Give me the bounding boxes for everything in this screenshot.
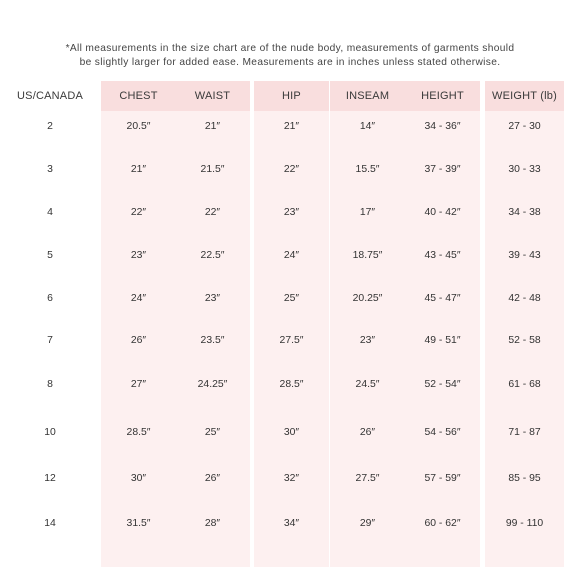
table-cell: 27.5″ — [279, 334, 304, 346]
table-cell: 21″ — [283, 120, 300, 132]
table-cell: 26″ — [130, 334, 147, 346]
table-cell: 24″ — [130, 292, 147, 304]
table-cell: 52 - 58 — [508, 334, 541, 346]
table-cell: 22″ — [283, 163, 300, 175]
table-cell: 30″ — [283, 426, 300, 438]
table-cell: 29″ — [359, 517, 376, 529]
table-cell: 18.75″ — [352, 249, 383, 261]
table-cell: 30″ — [130, 472, 147, 484]
table-cell: 23″ — [283, 206, 300, 218]
table-cell: 23″ — [359, 334, 376, 346]
column-header-hip: HIP — [254, 81, 329, 111]
table-cell: 28.5″ — [126, 426, 151, 438]
column-weight — [485, 81, 564, 567]
table-cell: 61 - 68 — [508, 378, 541, 390]
column-hip — [254, 81, 329, 567]
table-cell: 7 — [47, 334, 53, 346]
table-cell: 26″ — [204, 472, 221, 484]
note-line-2: be slightly larger for added ease. Measurements are in inches unless stated otherwise. — [79, 57, 501, 68]
table-cell: 17″ — [359, 206, 376, 218]
column-inseam — [330, 81, 405, 567]
table-cell: 14 — [44, 517, 56, 529]
table-cell: 27.5″ — [355, 472, 380, 484]
table-cell: 43 - 45″ — [424, 249, 461, 261]
table-cell: 30 - 33 — [508, 163, 541, 175]
column-height — [405, 81, 480, 567]
table-cell: 40 - 42″ — [424, 206, 461, 218]
table-cell: 26″ — [359, 426, 376, 438]
column-header-weight: WEIGHT (lb) — [485, 81, 564, 111]
column-chest — [101, 81, 176, 567]
table-cell: 5 — [47, 249, 53, 261]
table-cell: 27 - 30 — [508, 120, 541, 132]
table-cell: 24.25″ — [197, 378, 228, 390]
table-cell: 39 - 43 — [508, 249, 541, 261]
table-cell: 24.5″ — [355, 378, 380, 390]
table-cell: 6 — [47, 292, 53, 304]
table-cell: 22″ — [204, 206, 221, 218]
table-cell: 52 - 54″ — [424, 378, 461, 390]
column-header-chest: CHEST — [101, 81, 176, 111]
table-cell: 20.25″ — [352, 292, 383, 304]
column-header-us-canada: US/CANADA — [17, 90, 83, 102]
table-cell: 32″ — [283, 472, 300, 484]
table-cell: 4 — [47, 206, 53, 218]
table-cell: 34″ — [283, 517, 300, 529]
column-header-waist: WAIST — [175, 81, 250, 111]
table-cell: 23″ — [204, 292, 221, 304]
column-header-inseam: INSEAM — [330, 81, 405, 111]
table-cell: 34 - 38 — [508, 206, 541, 218]
table-cell: 85 - 95 — [508, 472, 541, 484]
table-cell: 71 - 87 — [508, 426, 541, 438]
table-cell: 21.5″ — [200, 163, 225, 175]
table-cell: 34 - 36″ — [424, 120, 461, 132]
size-chart-table — [18, 81, 564, 567]
table-cell: 15.5″ — [355, 163, 380, 175]
table-cell: 12 — [44, 472, 56, 484]
table-cell: 45 - 47″ — [424, 292, 461, 304]
table-cell: 28.5″ — [279, 378, 304, 390]
table-cell: 24″ — [283, 249, 300, 261]
measurement-note — [20, 42, 560, 70]
table-cell: 14″ — [359, 120, 376, 132]
table-cell: 23″ — [130, 249, 147, 261]
table-cell: 54 - 56″ — [424, 426, 461, 438]
table-cell: 37 - 39″ — [424, 163, 461, 175]
table-cell: 22″ — [130, 206, 147, 218]
table-cell: 8 — [47, 378, 53, 390]
table-cell: 21″ — [204, 120, 221, 132]
column-waist — [175, 81, 250, 567]
table-cell: 28″ — [204, 517, 221, 529]
table-cell: 60 - 62″ — [424, 517, 461, 529]
column-us-canada — [18, 81, 82, 567]
table-cell: 57 - 59″ — [424, 472, 461, 484]
table-cell: 49 - 51″ — [424, 334, 461, 346]
table-cell: 3 — [47, 163, 53, 175]
column-header-height: HEIGHT — [405, 81, 480, 111]
table-cell: 25″ — [283, 292, 300, 304]
table-cell: 31.5″ — [126, 517, 151, 529]
table-cell: 23.5″ — [200, 334, 225, 346]
table-cell: 21″ — [130, 163, 147, 175]
table-cell: 42 - 48 — [508, 292, 541, 304]
table-cell: 25″ — [204, 426, 221, 438]
table-cell: 2 — [47, 120, 53, 132]
table-cell: 20.5″ — [126, 120, 151, 132]
table-cell: 22.5″ — [200, 249, 225, 261]
table-cell: 10 — [44, 426, 56, 438]
note-line-1: *All measurements in the size chart are of the nude body, measurements of garments should — [65, 43, 515, 54]
table-cell: 99 - 110 — [505, 517, 544, 529]
table-cell: 27″ — [130, 378, 147, 390]
